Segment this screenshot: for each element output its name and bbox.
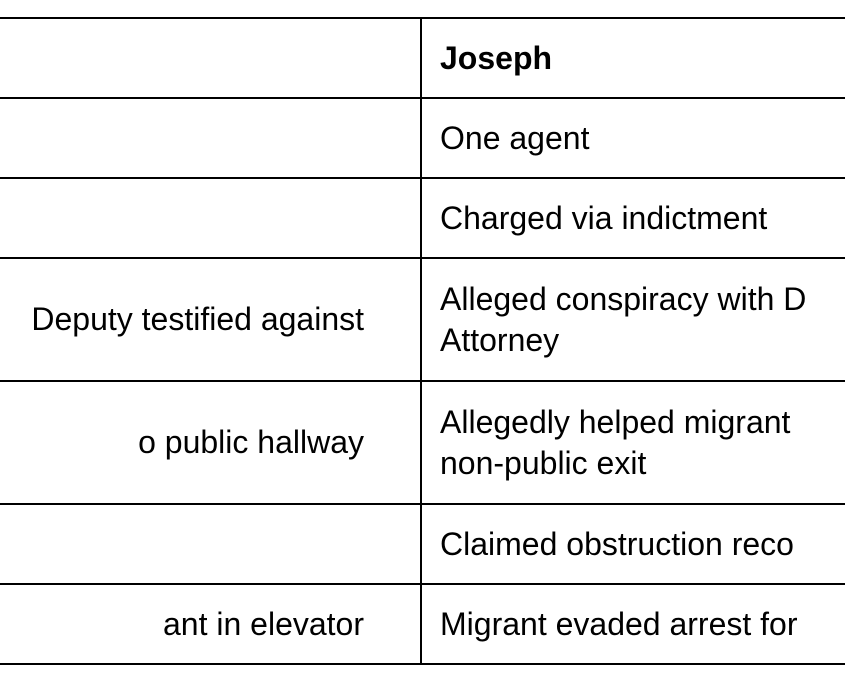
row-right-cell	[421, 258, 845, 381]
cell-text-line: Alleged conspiracy with D	[440, 280, 807, 317]
cell-text-line: Attorney	[440, 321, 560, 358]
cell-text-line: One agent	[440, 119, 590, 156]
cell-text-line: non-public exit	[440, 444, 647, 481]
table-header-row	[0, 18, 845, 98]
row-right-cell	[421, 584, 845, 664]
table-row	[0, 381, 845, 504]
cell-text-line: Allegedly helped migrant	[440, 403, 791, 440]
row-left-cell	[0, 504, 421, 584]
cell-text-line: Claimed obstruction reco	[440, 525, 794, 562]
row-right-cell	[421, 381, 845, 504]
table-row	[0, 584, 845, 664]
row-left-cell	[0, 98, 421, 178]
header-cell-joseph: Joseph	[421, 18, 845, 98]
row-right-cell	[421, 178, 845, 258]
row-right-cell	[421, 504, 845, 584]
table-row	[0, 258, 845, 381]
row-right-cell	[421, 98, 845, 178]
table-row	[0, 98, 845, 178]
row-left-cell: o public hallway	[0, 381, 421, 504]
row-left-cell: Deputy testified against	[0, 258, 421, 381]
cell-text-line: Charged via indictment	[440, 199, 768, 236]
comparison-table	[0, 17, 845, 665]
row-left-cell: ant in elevator	[0, 584, 421, 664]
header-cell-left	[0, 18, 421, 98]
table-row	[0, 504, 845, 584]
table-row	[0, 178, 845, 258]
row-left-cell	[0, 178, 421, 258]
cell-text-line: Migrant evaded arrest for	[440, 605, 798, 642]
